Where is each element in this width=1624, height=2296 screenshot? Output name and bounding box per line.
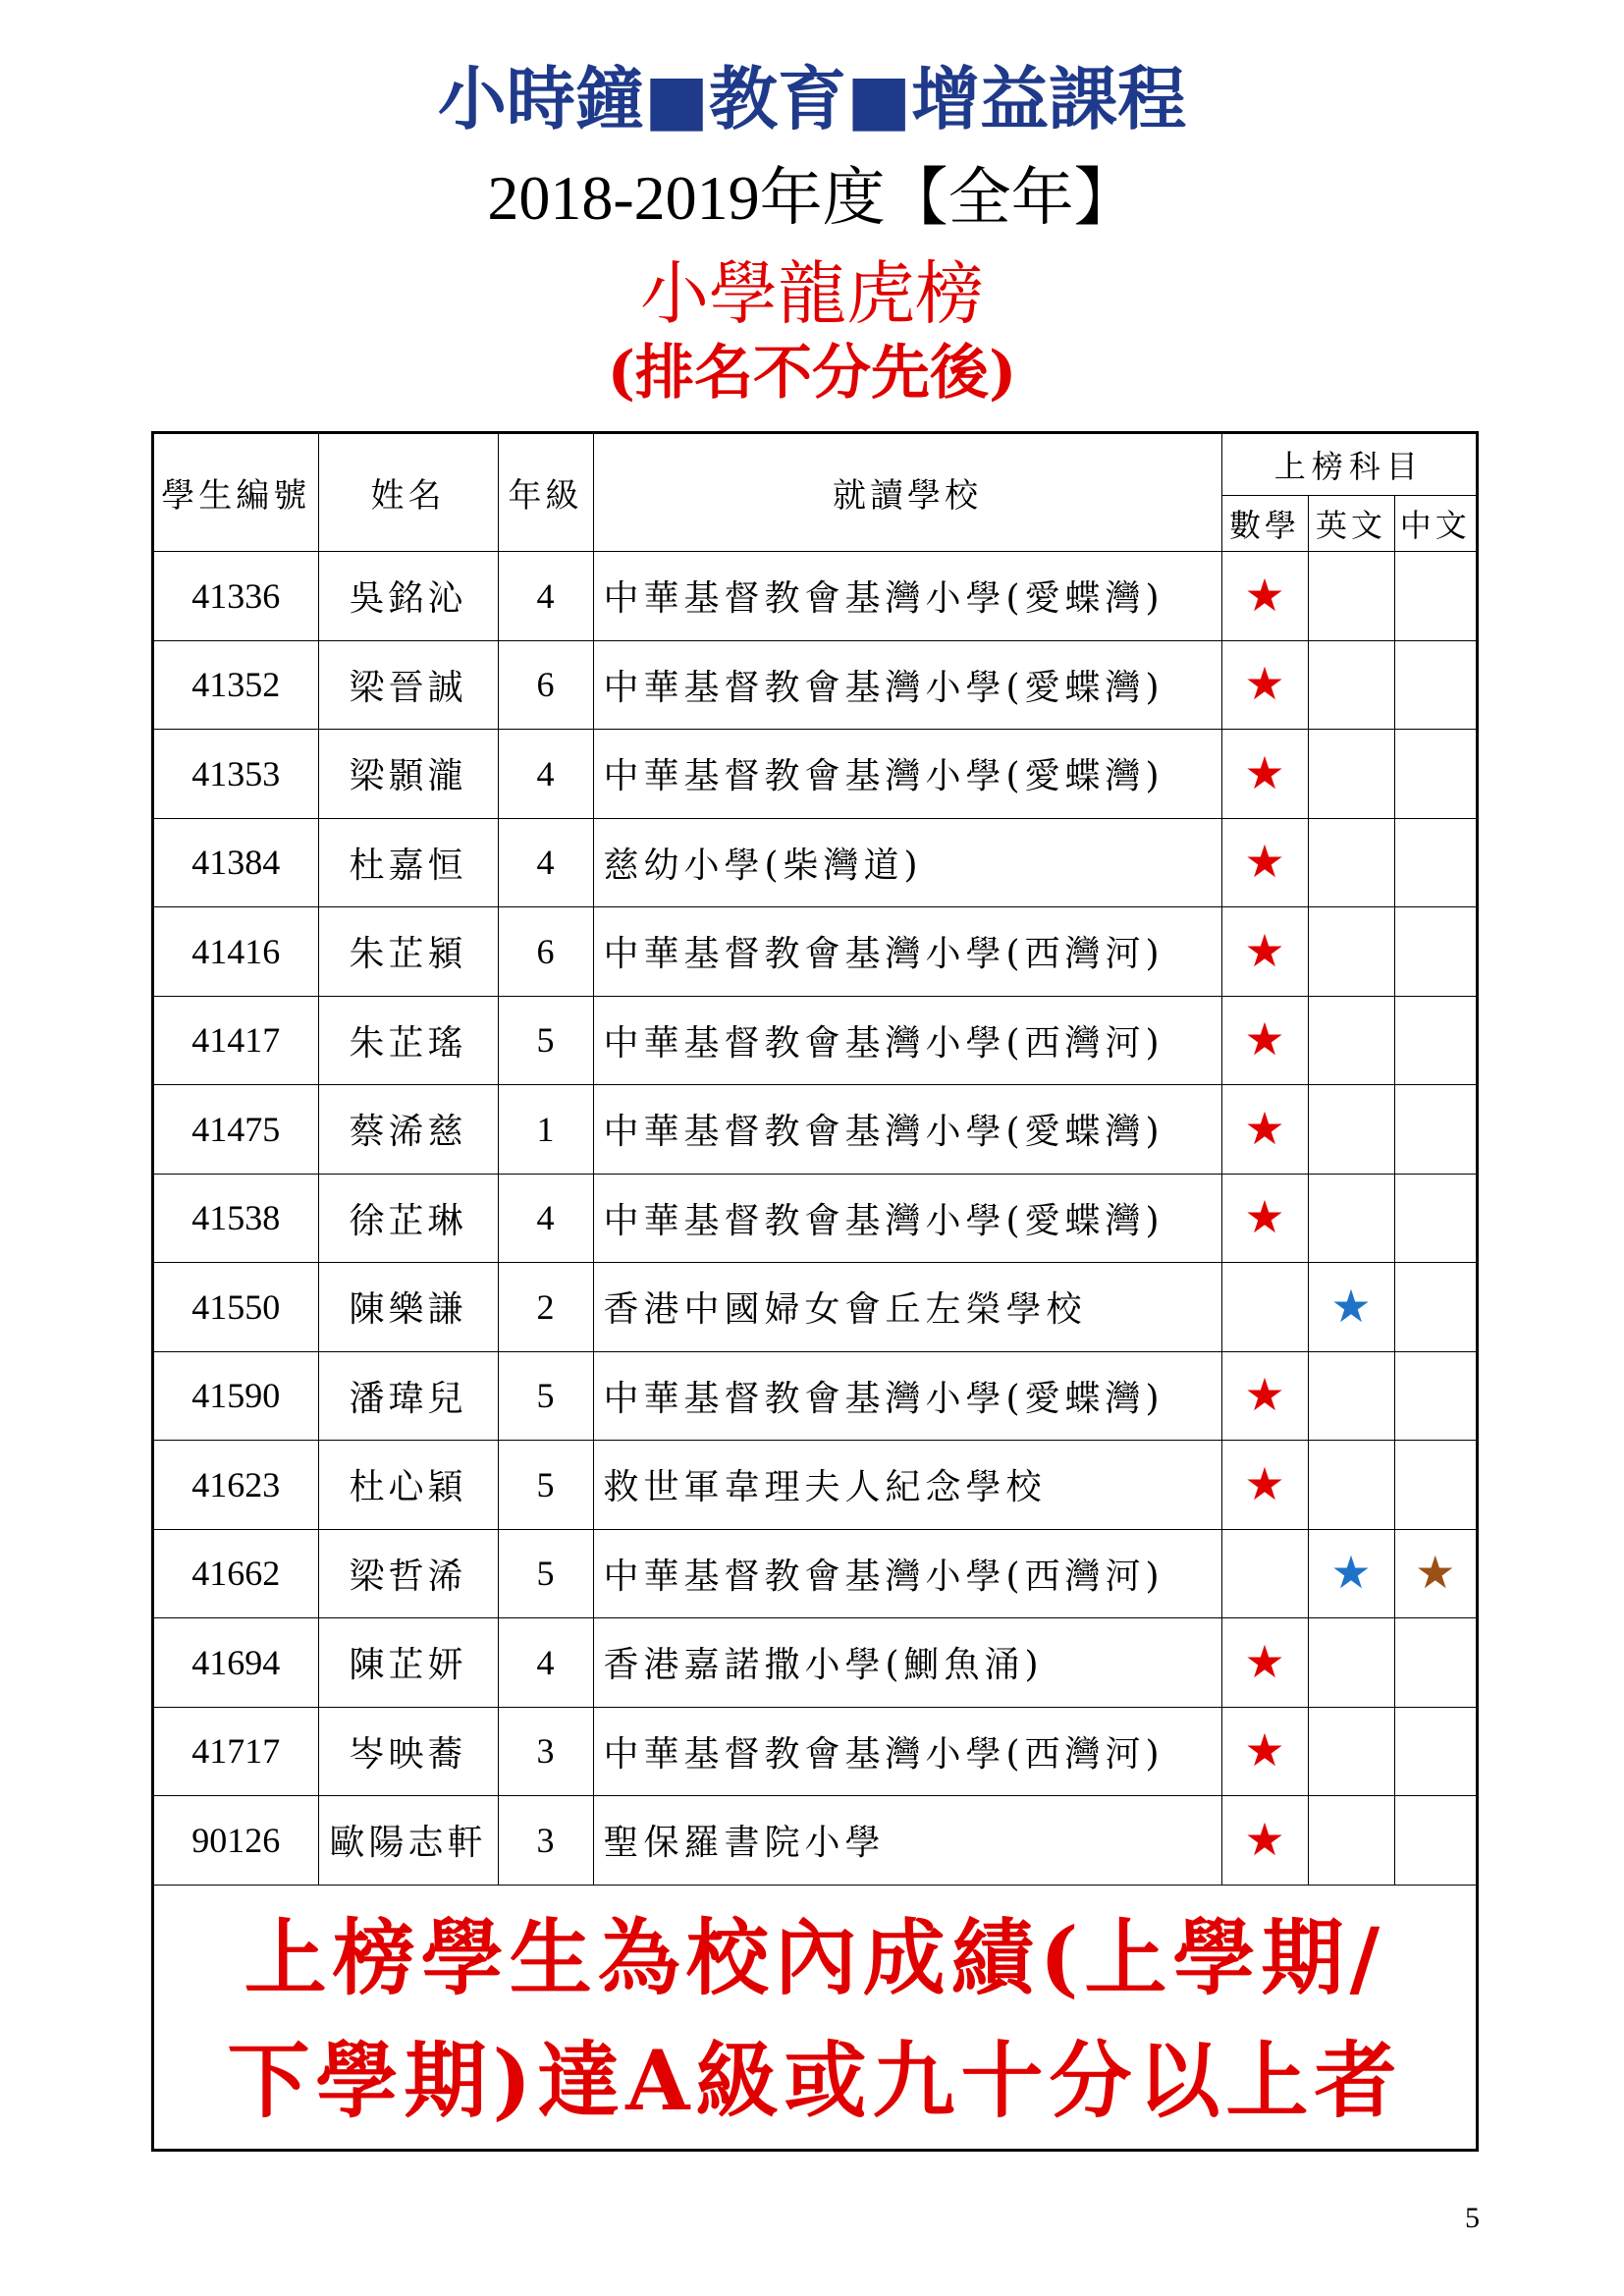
- cell-name: 歐陽志軒: [318, 1796, 498, 1886]
- page-title: 小時鐘■教育■增益課程: [437, 58, 1187, 139]
- cell-name: 吳銘沁: [318, 552, 498, 641]
- cell-grade: 4: [498, 1174, 593, 1263]
- table-row: [154, 1796, 1476, 1886]
- cell-school: 中華基督教會基灣小學(西灣河): [593, 1707, 1221, 1796]
- cell-grade: 4: [498, 730, 593, 819]
- cell-student-id: 90126: [154, 1796, 318, 1886]
- header-school: 就讀學校: [593, 434, 1221, 552]
- cell-english: [1308, 552, 1394, 641]
- cell-student-id: 41475: [154, 1085, 318, 1175]
- cell-grade: 6: [498, 907, 593, 997]
- cell-math: [1221, 1174, 1308, 1263]
- table-row: [154, 1351, 1476, 1441]
- table-row: [154, 1085, 1476, 1175]
- cell-school: 中華基督教會基灣小學(愛蝶灣): [593, 640, 1221, 730]
- cell-school: 中華基督教會基灣小學(愛蝶灣): [593, 1085, 1221, 1175]
- cell-chinese: [1394, 1529, 1476, 1618]
- table-row: [154, 907, 1476, 997]
- math-star-icon: ★: [1244, 1190, 1285, 1244]
- honor-roll-table: [154, 434, 1476, 1886]
- cell-math: [1221, 1351, 1308, 1441]
- cell-chinese: [1394, 730, 1476, 819]
- cell-math: [1221, 907, 1308, 997]
- cell-name: 梁哲浠: [318, 1529, 498, 1618]
- cell-school: 香港中國婦女會丘左榮學校: [593, 1263, 1221, 1352]
- cell-math: [1221, 996, 1308, 1085]
- cell-student-id: 41384: [154, 818, 318, 907]
- cell-name: 陳芷妍: [318, 1618, 498, 1708]
- honor-roll-heading: 小學龍虎榜: [640, 253, 984, 334]
- header-student-id: 學生編號: [154, 434, 318, 552]
- cell-english: [1308, 1618, 1394, 1708]
- cell-english: [1308, 1351, 1394, 1441]
- cell-school: 聖保羅書院小學: [593, 1796, 1221, 1886]
- header-math: 數學: [1221, 496, 1308, 552]
- cell-math: [1221, 552, 1308, 641]
- cell-chinese: [1394, 552, 1476, 641]
- cell-school: 救世軍韋理夫人紀念學校: [593, 1441, 1221, 1530]
- cell-grade: 5: [498, 996, 593, 1085]
- header-subjects: 上榜科目: [1221, 434, 1476, 496]
- cell-grade: 5: [498, 1351, 593, 1441]
- cell-grade: 4: [498, 552, 593, 641]
- header-name: 姓名: [318, 434, 498, 552]
- cell-student-id: 41590: [154, 1351, 318, 1441]
- math-star-icon: ★: [1244, 568, 1285, 622]
- cell-english: [1308, 907, 1394, 997]
- cell-student-id: 41662: [154, 1529, 318, 1618]
- cell-english: [1308, 1707, 1394, 1796]
- cell-student-id: 41538: [154, 1174, 318, 1263]
- cell-grade: 3: [498, 1707, 593, 1796]
- cell-name: 梁顥瀧: [318, 730, 498, 819]
- cell-grade: 2: [498, 1263, 593, 1352]
- cell-student-id: 41336: [154, 552, 318, 641]
- math-star-icon: ★: [1244, 657, 1285, 711]
- cell-name: 梁晉誠: [318, 640, 498, 730]
- english-star-icon: ★: [1330, 1546, 1372, 1600]
- cell-name: 杜嘉恒: [318, 818, 498, 907]
- cell-english: [1308, 818, 1394, 907]
- math-star-icon: ★: [1244, 1368, 1285, 1422]
- cell-math: [1221, 1618, 1308, 1708]
- cell-grade: 5: [498, 1529, 593, 1618]
- cell-chinese: [1394, 1618, 1476, 1708]
- cell-grade: 6: [498, 640, 593, 730]
- cell-english: [1308, 1529, 1394, 1618]
- cell-math: [1221, 1529, 1308, 1618]
- cell-math: [1221, 1441, 1308, 1530]
- table-row: [154, 730, 1476, 819]
- table-row: [154, 1618, 1476, 1708]
- table-row: [154, 1529, 1476, 1618]
- cell-school: 中華基督教會基灣小學(西灣河): [593, 1529, 1221, 1618]
- cell-name: 朱芷潁: [318, 907, 498, 997]
- honor-roll-board: [151, 431, 1479, 2152]
- cell-grade: 1: [498, 1085, 593, 1175]
- cell-name: 朱芷瑤: [318, 996, 498, 1085]
- cell-math: [1221, 1707, 1308, 1796]
- cell-chinese: [1394, 1796, 1476, 1886]
- header-english: 英文: [1308, 496, 1394, 552]
- year-heading: 2018-2019年度【全年】: [487, 163, 1137, 233]
- cell-student-id: 41694: [154, 1618, 318, 1708]
- cell-school: 中華基督教會基灣小學(愛蝶灣): [593, 730, 1221, 819]
- cell-school: 中華基督教會基灣小學(愛蝶灣): [593, 1174, 1221, 1263]
- cell-student-id: 41623: [154, 1441, 318, 1530]
- cell-name: 岑映蕎: [318, 1707, 498, 1796]
- cell-english: [1308, 996, 1394, 1085]
- math-star-icon: ★: [1244, 1012, 1285, 1066]
- cell-grade: 4: [498, 1618, 593, 1708]
- math-star-icon: ★: [1244, 1634, 1285, 1688]
- cell-student-id: 41717: [154, 1707, 318, 1796]
- math-star-icon: ★: [1244, 745, 1285, 799]
- cell-student-id: 41352: [154, 640, 318, 730]
- table-row: [154, 996, 1476, 1085]
- cell-school: 慈幼小學(柴灣道): [593, 818, 1221, 907]
- cell-math: [1221, 1796, 1308, 1886]
- ranking-note: (排名不分先後): [607, 339, 1017, 408]
- page-number: 5: [1465, 2202, 1480, 2234]
- criteria-notice: [154, 1883, 1476, 2148]
- table-row: [154, 1441, 1476, 1530]
- table-row: [154, 818, 1476, 907]
- cell-name: 杜心穎: [318, 1441, 498, 1530]
- cell-chinese: [1394, 1174, 1476, 1263]
- cell-name: 潘瑋兒: [318, 1351, 498, 1441]
- cell-math: [1221, 1085, 1308, 1175]
- cell-chinese: [1394, 1263, 1476, 1352]
- cell-grade: 3: [498, 1796, 593, 1886]
- table-row: [154, 1263, 1476, 1352]
- cell-math: [1221, 1263, 1308, 1352]
- cell-english: [1308, 1085, 1394, 1175]
- math-star-icon: ★: [1244, 923, 1285, 977]
- math-star-icon: ★: [1244, 1101, 1285, 1155]
- cell-english: [1308, 1174, 1394, 1263]
- header-grade: 年級: [498, 434, 593, 552]
- cell-chinese: [1394, 907, 1476, 997]
- table-row: [154, 552, 1476, 641]
- cell-english: [1308, 640, 1394, 730]
- cell-chinese: [1394, 640, 1476, 730]
- table-row: [154, 1174, 1476, 1263]
- cell-name: 徐芷琳: [318, 1174, 498, 1263]
- cell-school: 中華基督教會基灣小學(西灣河): [593, 907, 1221, 997]
- cell-student-id: 41550: [154, 1263, 318, 1352]
- math-star-icon: ★: [1244, 1456, 1285, 1510]
- header-chinese: 中文: [1394, 496, 1476, 552]
- cell-math: [1221, 730, 1308, 819]
- cell-english: [1308, 1263, 1394, 1352]
- cell-student-id: 41416: [154, 907, 318, 997]
- table-row: [154, 1707, 1476, 1796]
- cell-english: [1308, 1441, 1394, 1530]
- math-star-icon: ★: [1244, 1723, 1285, 1777]
- cell-grade: 4: [498, 818, 593, 907]
- cell-school: 中華基督教會基灣小學(愛蝶灣): [593, 1351, 1221, 1441]
- cell-student-id: 41417: [154, 996, 318, 1085]
- math-star-icon: ★: [1244, 1812, 1285, 1866]
- cell-chinese: [1394, 1707, 1476, 1796]
- english-star-icon: ★: [1330, 1279, 1372, 1333]
- cell-chinese: [1394, 996, 1476, 1085]
- cell-chinese: [1394, 818, 1476, 907]
- cell-math: [1221, 818, 1308, 907]
- cell-english: [1308, 1796, 1394, 1886]
- honor-roll-rows: [154, 552, 1476, 1886]
- cell-school: 香港嘉諾撒小學(鰂魚涌): [593, 1618, 1221, 1708]
- cell-chinese: [1394, 1441, 1476, 1530]
- cell-school: 中華基督教會基灣小學(西灣河): [593, 996, 1221, 1085]
- cell-student-id: 41353: [154, 730, 318, 819]
- cell-chinese: [1394, 1351, 1476, 1441]
- cell-grade: 5: [498, 1441, 593, 1530]
- cell-school: 中華基督教會基灣小學(愛蝶灣): [593, 552, 1221, 641]
- math-star-icon: ★: [1244, 835, 1285, 889]
- cell-chinese: [1394, 1085, 1476, 1175]
- table-row: [154, 640, 1476, 730]
- criteria-line-1: 上榜學生為校內成績(上學期/: [244, 1909, 1386, 2006]
- cell-name: 陳樂謙: [318, 1263, 498, 1352]
- chinese-star-icon: ★: [1415, 1546, 1456, 1600]
- criteria-line-2: 下學期)達A級或九十分以上者: [227, 2032, 1403, 2129]
- cell-english: [1308, 730, 1394, 819]
- cell-name: 蔡浠慈: [318, 1085, 498, 1175]
- cell-math: [1221, 640, 1308, 730]
